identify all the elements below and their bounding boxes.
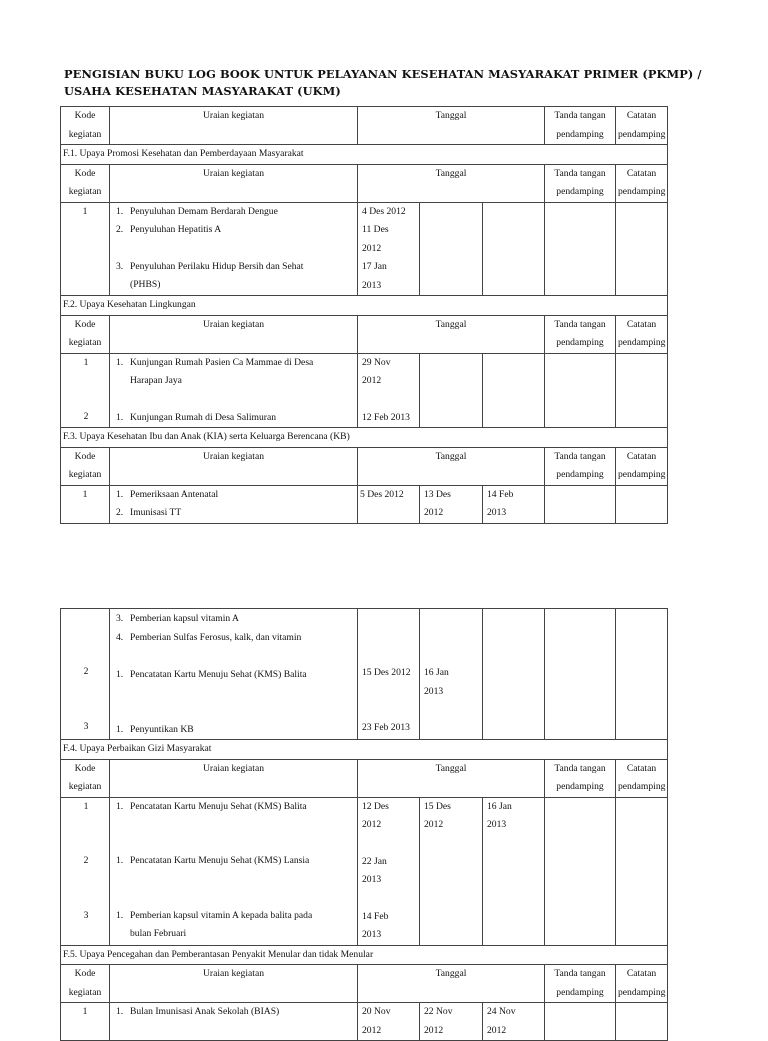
date-cell: 15 Des 2012 xyxy=(420,797,483,945)
f4-row-1 xyxy=(61,797,668,945)
signature-cell xyxy=(545,1003,616,1041)
note-cell xyxy=(616,353,668,428)
date-cell: 16 Jan 2013 xyxy=(483,797,545,945)
header-catatan: Catatan pendamping xyxy=(616,965,668,1003)
uraian-cell: 1. Bulan Imunisasi Anak Sekolah (BIAS) xyxy=(110,1003,358,1041)
note-cell xyxy=(616,797,668,945)
note-cell xyxy=(616,609,668,740)
signature-cell xyxy=(545,202,616,296)
f2-row-1 xyxy=(61,353,668,428)
title-line-2: USAHA KESEHATAN MASYARAKAT (UKM) xyxy=(64,84,341,98)
header-catatan: Catatan pendamping xyxy=(616,759,668,797)
f4-header-row xyxy=(61,759,668,797)
uraian-cell: 1. Pencatatan Kartu Menuju Sehat (KMS) Balita 1. Pencatatan Kartu Menuju Sehat (KMS) Lansia 1. Pemberian kapsul vitamin A kepada balita pada bulan Februari xyxy=(110,797,358,945)
f5-row-1 xyxy=(61,1003,668,1041)
f3-row-1 xyxy=(61,485,668,523)
kode-cell: 1 2 xyxy=(61,353,110,428)
uraian-cell: 3. Pemberian kapsul vitamin A 4. Pemberian Sulfas Ferosus, kalk, dan vitamin 1. Pencatatan Kartu Menuju Sehat (KMS) Balita 1. Penyuntikan KB xyxy=(110,609,358,740)
section-f3-title: F.3. Upaya Kesehatan Ibu dan Anak (KIA) serta Keluarga Berencana (KB) xyxy=(61,428,668,448)
f1-row-1 xyxy=(61,202,668,296)
document-title xyxy=(64,66,714,100)
section-f1-title: F.1. Upaya Promosi Kesehatan dan Pemberdayaan Masyarakat xyxy=(61,145,668,165)
signature-cell xyxy=(545,797,616,945)
header-uraian: Uraian kegiatan xyxy=(110,107,358,145)
f3-continued-row xyxy=(61,609,668,740)
header-kode: Kode kegiatan xyxy=(61,164,110,202)
main-header-row xyxy=(61,107,668,145)
date-cell-empty xyxy=(483,202,545,296)
header-kode: Kode kegiatan xyxy=(61,447,110,485)
header-tanda: Tanda tangan pendamping xyxy=(545,759,616,797)
header-tanggal: Tanggal xyxy=(358,965,545,1003)
f2-header-row xyxy=(61,315,668,353)
header-tanggal: Tanggal xyxy=(358,107,545,145)
date-cell: 13 Des 2012 xyxy=(420,485,483,523)
kode-cell: 1 xyxy=(61,1003,110,1041)
date-cell: 22 Nov 2012 xyxy=(420,1003,483,1041)
header-uraian: Uraian kegiatan xyxy=(110,447,358,485)
f1-header-row xyxy=(61,164,668,202)
note-cell xyxy=(616,202,668,296)
title-line-1: PENGISIAN BUKU LOG BOOK UNTUK PELAYANAN KESEHATAN MASYARAKAT PRIMER (PKMP) / xyxy=(64,67,702,81)
section-f5-title: F.5. Upaya Pencegahan dan Pemberantasan Penyakit Menular dan tidak Menular xyxy=(61,945,668,965)
header-tanda: Tanda tangan pendamping xyxy=(545,164,616,202)
signature-cell xyxy=(545,485,616,523)
f5-header-row xyxy=(61,965,668,1003)
header-uraian: Uraian kegiatan xyxy=(110,759,358,797)
uraian-cell: 1. Kunjungan Rumah Pasien Ca Mammae di Desa Harapan Jaya 1. Kunjungan Rumah di Desa Salimuran xyxy=(110,353,358,428)
date-cell: 4 Des 2012 11 Des 2012 17 Jan 2013 xyxy=(358,202,420,296)
date-cell-empty xyxy=(483,353,545,428)
header-catatan: Catatan pendamping xyxy=(616,447,668,485)
date-cell: 12 Des 2012 22 Jan 2013 14 Feb 2013 xyxy=(358,797,420,945)
header-kode: Kode kegiatan xyxy=(61,965,110,1003)
date-cell: 16 Jan 2013 xyxy=(420,609,483,740)
signature-cell xyxy=(545,609,616,740)
section-f4-title: F.4. Upaya Perbaikan Gizi Masyarakat xyxy=(61,740,668,760)
kode-cell: 1 xyxy=(61,202,110,296)
header-tanggal: Tanggal xyxy=(358,315,545,353)
header-tanda: Tanda tangan pendamping xyxy=(545,965,616,1003)
kode-cell: 1 2 3 xyxy=(61,797,110,945)
date-cell: 15 Des 2012 23 Feb 2013 xyxy=(358,609,420,740)
f3-header-row xyxy=(61,447,668,485)
date-cell: 24 Nov 2012 xyxy=(483,1003,545,1041)
date-cell: 14 Feb 2013 xyxy=(483,485,545,523)
header-catatan: Catatan pendamping xyxy=(616,164,668,202)
header-tanda: Tanda tangan pendamping xyxy=(545,107,616,145)
header-tanggal: Tanggal xyxy=(358,759,545,797)
uraian-cell: 1. Pemeriksaan Antenatal 2. Imunisasi TT xyxy=(110,485,358,523)
date-cell: 5 Des 2012 xyxy=(358,485,420,523)
date-cell-empty xyxy=(420,353,483,428)
date-cell: 20 Nov 2012 xyxy=(358,1003,420,1041)
note-cell xyxy=(616,1003,668,1041)
date-cell: 29 Nov 2012 12 Feb 2013 xyxy=(358,353,420,428)
section-f2-title: F.2. Upaya Kesehatan Lingkungan xyxy=(61,296,668,316)
header-uraian: Uraian kegiatan xyxy=(110,164,358,202)
header-kode: Kode kegiatan xyxy=(61,315,110,353)
header-kode: Kode kegiatan xyxy=(61,759,110,797)
header-tanggal: Tanggal xyxy=(358,447,545,485)
kode-cell: 2 3 xyxy=(61,609,110,740)
date-cell-empty xyxy=(420,202,483,296)
uraian-cell: 1. Penyuluhan Demam Berdarah Dengue 2. Penyuluhan Hepatitis A 3. Penyuluhan Perilaku Hidup Bersih dan Sehat (PHBS) xyxy=(110,202,358,296)
logbook-table-page-1 xyxy=(60,106,668,524)
header-uraian: Uraian kegiatan xyxy=(110,315,358,353)
header-uraian: Uraian kegiatan xyxy=(110,965,358,1003)
note-cell xyxy=(616,485,668,523)
header-catatan: Catatan pendamping xyxy=(616,315,668,353)
header-tanggal: Tanggal xyxy=(358,164,545,202)
logbook-table-page-2 xyxy=(60,608,668,1041)
header-tanda: Tanda tangan pendamping xyxy=(545,315,616,353)
signature-cell xyxy=(545,353,616,428)
kode-cell: 1 xyxy=(61,485,110,523)
date-cell-empty xyxy=(483,609,545,740)
header-catatan: Catatan pendamping xyxy=(616,107,668,145)
header-tanda: Tanda tangan pendamping xyxy=(545,447,616,485)
header-kode: Kode kegiatan xyxy=(61,107,110,145)
